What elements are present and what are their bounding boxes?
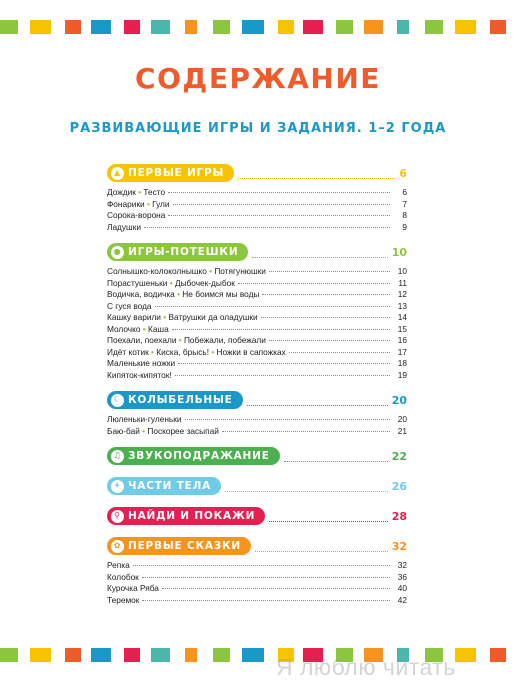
stripe-segment xyxy=(264,20,278,34)
toc-entry-part: Ладушки xyxy=(107,221,141,232)
stripe-segment xyxy=(230,648,242,662)
entry-page-number: 8 xyxy=(402,210,407,220)
stripe-segment xyxy=(124,648,141,662)
stripe-segment xyxy=(197,648,213,662)
entry-leader-dots xyxy=(162,588,390,589)
page-title: СОДЕРЖАНИЕ xyxy=(135,62,381,95)
toc-entry-title xyxy=(107,187,165,199)
stripe-segment xyxy=(294,20,304,34)
stripe-segment xyxy=(476,648,490,662)
toc-entry[interactable] xyxy=(107,595,407,607)
stripe-segment xyxy=(91,20,111,34)
stripe-segment xyxy=(213,20,231,34)
section-title: НАЙДИ И ПОКАЖИ xyxy=(128,510,256,522)
section-leader-dots xyxy=(247,395,388,406)
stripe-segment xyxy=(230,20,242,34)
toc-entry-title xyxy=(107,414,182,426)
toc-entry-part: Каша xyxy=(147,323,169,334)
toc-entry-part: Кипяток-кипяток! xyxy=(107,369,172,380)
toc-entry-part: Не боимся мы воды xyxy=(182,289,260,299)
toc-entry[interactable] xyxy=(107,301,407,313)
bullet-separator: • xyxy=(148,346,157,357)
section-header[interactable] xyxy=(107,241,407,263)
section-page-number: 10 xyxy=(391,245,407,259)
toc-entry-part: С гуся вода xyxy=(107,300,152,311)
toc-entry-title xyxy=(107,560,130,572)
chick-icon: ♫ xyxy=(111,450,124,463)
toc-entry[interactable] xyxy=(107,335,407,347)
stripe-segment xyxy=(185,20,197,34)
toc-entry-title xyxy=(107,312,258,324)
section-page-number: 26 xyxy=(391,479,407,493)
stripe-segment xyxy=(18,648,30,662)
stripe-segment xyxy=(170,648,185,662)
entry-page-number: 14 xyxy=(397,312,407,322)
section-title-pill[interactable] xyxy=(107,537,251,555)
bullet-separator: • xyxy=(139,425,148,436)
toc-entry-part: Идёт котик xyxy=(107,346,149,357)
stripe-segment xyxy=(476,20,490,34)
section-page-number: 6 xyxy=(399,166,407,180)
toc-entry-part: Поехали, поехали xyxy=(107,335,177,345)
bullet-separator: • xyxy=(144,198,153,209)
toc-entry-part: Курочка Ряба xyxy=(107,583,159,593)
entry-leader-dots xyxy=(238,283,390,284)
toc-entry[interactable] xyxy=(107,199,407,211)
entry-leader-dots xyxy=(178,363,390,364)
section-title: ИГРЫ-ПОТЕШКИ xyxy=(128,246,239,258)
toc-entry-title xyxy=(107,266,266,278)
bullet-separator: • xyxy=(135,187,144,197)
toc-entry-part: Сорока-ворона xyxy=(107,210,166,220)
section-page-number: 32 xyxy=(391,539,407,553)
entry-leader-dots xyxy=(262,294,390,295)
stripe-segment xyxy=(197,20,213,34)
toc-entry-title xyxy=(107,426,219,438)
entry-leader-dots xyxy=(222,431,390,432)
entry-page-number: 6 xyxy=(402,187,407,197)
stripe-segment xyxy=(18,20,30,34)
toc-section xyxy=(107,475,407,497)
entry-leader-dots xyxy=(168,215,390,216)
entry-leader-dots xyxy=(172,329,390,330)
entry-page-number: 16 xyxy=(397,335,407,345)
top-decor-stripe xyxy=(0,20,516,34)
toc-entry[interactable] xyxy=(107,312,407,324)
stripe-segment xyxy=(278,20,294,34)
toc-entry[interactable] xyxy=(107,572,407,584)
entry-page-number: 17 xyxy=(397,346,407,357)
stripe-segment xyxy=(51,20,65,34)
section-leader-dots xyxy=(284,451,388,462)
toc-entry-part: Ватрушки да оладушки xyxy=(168,312,258,322)
entry-leader-dots xyxy=(269,340,390,341)
section-title: ЗВУКОПОДРАЖАНИЕ xyxy=(128,450,270,462)
stripe-segment xyxy=(0,648,18,662)
toc-section xyxy=(107,162,407,233)
entry-leader-dots xyxy=(142,600,390,601)
toc-entry-title xyxy=(107,324,169,336)
stripe-segment xyxy=(81,648,91,662)
section-page-number: 20 xyxy=(391,393,407,407)
entry-leader-dots xyxy=(155,306,390,307)
toc-entry-part: Люленьки-гуленьки xyxy=(107,414,182,424)
stripe-segment xyxy=(151,648,170,662)
entry-leader-dots xyxy=(133,565,390,566)
moon-icon: ☾ xyxy=(111,394,124,407)
entry-leader-dots xyxy=(173,204,390,205)
toc-entry-part: Баю-бай xyxy=(107,425,140,436)
stripe-segment xyxy=(30,648,52,662)
toc-entry-part: Маленькие ножки xyxy=(107,358,176,368)
table-of-contents xyxy=(107,162,407,614)
entry-page-number: 9 xyxy=(402,221,407,232)
entry-page-number: 21 xyxy=(397,425,407,436)
toc-entry[interactable] xyxy=(107,324,407,336)
toc-entry-part: Кашку варили xyxy=(107,312,161,322)
entry-page-number: 40 xyxy=(397,583,407,593)
entry-page-number: 13 xyxy=(397,300,407,311)
stripe-segment xyxy=(383,20,398,34)
stripe-segment xyxy=(51,648,65,662)
section-page-number: 22 xyxy=(391,449,407,463)
stripe-segment xyxy=(242,20,264,34)
entry-page-number: 15 xyxy=(397,323,407,334)
stripe-segment xyxy=(506,20,516,34)
toc-section xyxy=(107,389,407,437)
entry-page-number: 18 xyxy=(397,358,407,368)
toc-entry[interactable] xyxy=(107,278,407,290)
stripe-segment xyxy=(140,648,151,662)
entry-page-number: 32 xyxy=(397,560,407,570)
stripe-segment xyxy=(455,20,477,34)
stripe-segment xyxy=(185,648,197,662)
section-leader-dots xyxy=(238,168,395,179)
stripe-segment xyxy=(443,20,455,34)
bullet-separator: • xyxy=(140,323,148,334)
stripe-segment xyxy=(124,20,141,34)
pyramid-toy-icon: ▲ xyxy=(111,167,124,180)
toc-entry-title xyxy=(107,301,152,313)
bullet-separator: • xyxy=(160,312,169,322)
section-title: ЧАСТИ ТЕЛА xyxy=(128,480,212,492)
toc-entry[interactable] xyxy=(107,370,407,382)
section-title: ПЕРВЫЕ ИГРЫ xyxy=(128,167,225,179)
toc-entry-part: Тесто xyxy=(143,187,166,197)
stripe-segment xyxy=(65,20,81,34)
section-title: КОЛЫБЕЛЬНЫЕ xyxy=(128,394,233,406)
section-header[interactable] xyxy=(107,475,407,497)
page-subtitle: РАЗВИВАЮЩИЕ ИГРЫ И ЗАДАНИЯ. 1–2 ГОДА xyxy=(69,121,447,136)
section-title-pill[interactable] xyxy=(107,243,248,261)
entry-page-number: 19 xyxy=(397,369,407,380)
toc-entry-title xyxy=(107,335,266,347)
entry-leader-dots xyxy=(142,577,390,578)
toc-entry-part: Репка xyxy=(107,560,130,570)
section-title-pill[interactable] xyxy=(107,391,243,409)
stripe-segment xyxy=(425,20,443,34)
book-icon: ✿ xyxy=(111,540,124,553)
stripe-segment xyxy=(140,20,151,34)
stripe-segment xyxy=(323,20,336,34)
toc-entry[interactable] xyxy=(107,222,407,234)
entry-leader-dots xyxy=(175,375,390,376)
stripe-segment xyxy=(303,20,323,34)
entry-page-number: 7 xyxy=(402,198,407,209)
toc-section xyxy=(107,241,407,381)
bullet-separator: • xyxy=(206,266,215,276)
toc-entry-part: Киска, брысь! xyxy=(156,346,210,357)
stripe-segment xyxy=(30,20,52,34)
entry-page-number: 12 xyxy=(397,289,407,299)
magnifier-icon: ⚲ xyxy=(111,510,124,523)
stripe-segment xyxy=(336,20,353,34)
toc-entry[interactable] xyxy=(107,289,407,301)
bullet-separator: • xyxy=(209,346,217,357)
toc-entry-part: Порастушеньки xyxy=(107,277,168,288)
section-title: ПЕРВЫЕ СКАЗКИ xyxy=(128,540,242,552)
stripe-segment xyxy=(111,20,124,34)
toc-entry-part: Молочко xyxy=(107,323,141,334)
stripe-segment xyxy=(65,648,81,662)
section-title-pill[interactable] xyxy=(107,507,265,525)
toc-entry-title xyxy=(107,210,165,222)
watermark: Я люблю читать xyxy=(276,654,456,680)
child-figure-icon: ✦ xyxy=(111,480,124,493)
toc-entry[interactable] xyxy=(107,347,407,359)
stripe-segment xyxy=(455,648,477,662)
stripe-segment xyxy=(397,20,409,34)
stripe-segment xyxy=(353,20,364,34)
stripe-segment xyxy=(151,20,170,34)
stripe-segment xyxy=(81,20,91,34)
section-title-pill[interactable] xyxy=(107,164,234,182)
section-header[interactable] xyxy=(107,162,407,184)
section-header[interactable] xyxy=(107,389,407,411)
stripe-segment xyxy=(170,20,185,34)
section-page-number: 28 xyxy=(391,509,407,523)
entry-leader-dots xyxy=(269,271,390,272)
stripe-segment xyxy=(213,648,231,662)
toc-entry-title xyxy=(107,199,170,211)
toc-entry-part: Колобок xyxy=(107,571,139,582)
section-leader-dots xyxy=(252,247,387,258)
toc-entry-title xyxy=(107,347,286,359)
toc-entry-title xyxy=(107,572,139,584)
toc-entry-part: Водичка, водичка xyxy=(107,289,175,299)
section-header[interactable] xyxy=(107,445,407,467)
stripe-segment xyxy=(91,648,111,662)
toc-entry-title xyxy=(107,278,235,290)
stripe-segment xyxy=(242,648,264,662)
toc-entry-title xyxy=(107,595,139,607)
bullet-separator: • xyxy=(174,289,183,299)
toc-entry-part: Поскорее засыпай xyxy=(147,425,219,436)
section-header[interactable] xyxy=(107,505,407,527)
section-title-pill[interactable] xyxy=(107,477,221,495)
toc-section xyxy=(107,505,407,527)
toc-entry[interactable] xyxy=(107,414,407,426)
toc-entry-part: Гули xyxy=(152,198,170,209)
toc-entry-part: Потягунюшки xyxy=(214,266,266,276)
toc-entry[interactable] xyxy=(107,210,407,222)
section-leader-dots xyxy=(269,511,387,522)
section-title-pill[interactable] xyxy=(107,447,280,465)
entry-leader-dots xyxy=(261,317,390,318)
toc-entry-title xyxy=(107,358,175,370)
entry-leader-dots xyxy=(185,419,391,420)
entry-page-number: 11 xyxy=(398,277,407,288)
toc-entry-part: Побежали, побежали xyxy=(183,335,266,345)
entry-leader-dots xyxy=(168,192,390,193)
rattle-toy-icon: ● xyxy=(111,246,124,259)
toc-entry[interactable] xyxy=(107,426,407,438)
toc-entry[interactable] xyxy=(107,266,407,278)
toc-entry-title xyxy=(107,289,259,301)
entry-page-number: 20 xyxy=(397,414,407,424)
section-leader-dots xyxy=(255,541,388,552)
stripe-segment xyxy=(506,648,516,662)
toc-entry[interactable] xyxy=(107,187,407,199)
stripe-segment xyxy=(0,20,18,34)
toc-entry[interactable] xyxy=(107,560,407,572)
toc-entry-part: Фонарики xyxy=(107,198,145,209)
bullet-separator: • xyxy=(167,277,175,288)
toc-section xyxy=(107,535,407,606)
entry-page-number: 10 xyxy=(397,266,407,276)
toc-entry[interactable] xyxy=(107,358,407,370)
entry-leader-dots xyxy=(144,227,390,228)
stripe-segment xyxy=(409,20,425,34)
section-header[interactable] xyxy=(107,535,407,557)
stripe-segment xyxy=(364,20,383,34)
entry-page-number: 36 xyxy=(397,571,407,582)
stripe-segment xyxy=(490,648,506,662)
toc-entry-title xyxy=(107,583,159,595)
entry-page-number: 42 xyxy=(397,594,407,605)
toc-entry-part: Теремок xyxy=(107,594,140,605)
toc-entry-title xyxy=(107,222,141,234)
toc-entry-part: Солнышко-колоколнышко xyxy=(107,266,207,276)
toc-entry[interactable] xyxy=(107,583,407,595)
toc-entry-part: Дыбочек-дыбок xyxy=(174,277,235,288)
entry-leader-dots xyxy=(289,352,390,353)
toc-entry-title xyxy=(107,370,172,382)
stripe-segment xyxy=(111,648,124,662)
toc-section xyxy=(107,445,407,467)
toc-entry-part: Ножки в сапожках xyxy=(216,346,286,357)
bullet-separator: • xyxy=(176,335,184,345)
stripe-segment xyxy=(490,20,506,34)
section-leader-dots xyxy=(225,481,388,492)
toc-entry-part: Дождик xyxy=(107,187,136,197)
